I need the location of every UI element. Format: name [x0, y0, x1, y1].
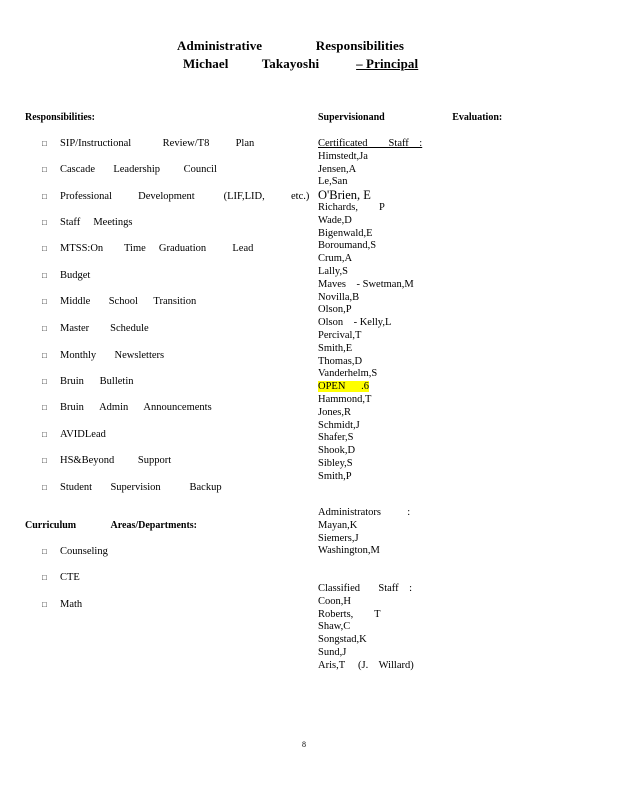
list-item: □ MTSS:On Time Graduation Lead	[42, 243, 254, 254]
bullet-icon: □	[42, 218, 47, 227]
list-item: □ CTE	[42, 572, 80, 583]
list-item: □ Bruin Bulletin	[42, 376, 134, 387]
list-item: Shook,D	[318, 445, 356, 457]
classified-staff-heading: Classified Staff :	[318, 583, 413, 594]
bullet-icon: □	[42, 139, 47, 148]
list-item: Le,San	[318, 176, 348, 188]
list-item: Percival,T	[318, 329, 362, 341]
bullet-icon: □	[42, 430, 47, 439]
list-item: Schmidt,J	[318, 419, 360, 431]
list-item: Roberts, T	[318, 608, 381, 620]
list-item: □ HS&Beyond Support	[42, 455, 172, 466]
list-item: Thomas,D	[318, 355, 363, 367]
list-item: Smith,P	[318, 470, 352, 482]
bullet-icon: □	[42, 297, 47, 306]
list-item: Maves - Swetman,M	[318, 278, 414, 290]
list-item: □ Math	[42, 599, 83, 610]
list-item: Songstad,K	[318, 634, 367, 646]
bullet-icon: □	[42, 573, 47, 582]
list-item: Coon,H	[318, 595, 351, 607]
principal-name: Michael Takayoshi	[183, 56, 357, 71]
list-item: □ AVIDLead	[42, 429, 106, 440]
list-item: □ Counseling	[42, 546, 108, 557]
list-item: Shafer,S	[318, 432, 354, 444]
bullet-icon: □	[42, 377, 47, 386]
bullet-icon: □	[42, 324, 47, 333]
bullet-icon: □	[42, 165, 47, 174]
bullet-icon: □	[42, 244, 47, 253]
bullet-icon: □	[42, 192, 47, 201]
bullet-icon: □	[42, 351, 47, 360]
bullet-icon: □	[42, 271, 47, 280]
supervision-heading: Supervisionand Evaluation:	[318, 112, 503, 123]
list-item: Sibley,S	[318, 457, 353, 469]
principal-role: – Principal	[356, 56, 419, 71]
list-item: Novilla,B	[318, 291, 360, 303]
list-item: □ Professional Development (LIF,LID, etc.)	[42, 191, 310, 202]
list-item: Wade,D	[318, 214, 352, 226]
list-item: □ Student Supervision Backup	[42, 482, 222, 493]
administrators-heading: Administrators :	[318, 507, 411, 518]
bullet-icon: □	[42, 483, 47, 492]
bullet-icon: □	[42, 547, 47, 556]
list-item: Crum,A	[318, 253, 353, 265]
list-item: □ Middle School Transition	[42, 296, 197, 307]
certificated-staff-heading: Certificated Staff :	[318, 138, 423, 149]
list-item: Lally,S	[318, 265, 348, 277]
list-item: □ Budget	[42, 270, 91, 281]
document-subtitle	[183, 56, 418, 72]
bullet-icon: □	[42, 600, 47, 609]
page-number: 8	[302, 740, 306, 749]
classified-staff-list	[318, 583, 414, 673]
list-item: Aris,T (J. Willard)	[318, 659, 414, 671]
list-item: Olson,P	[318, 304, 352, 316]
administrators-list	[318, 507, 410, 558]
list-item: Jones,R	[318, 406, 351, 418]
certificated-staff-list	[318, 138, 422, 484]
bullet-icon: □	[42, 456, 47, 465]
list-item: Boroumand,S	[318, 240, 377, 252]
list-item: Richards, P	[318, 201, 385, 213]
document-title: Administrative Responsibilities	[177, 38, 405, 53]
list-item: □ Bruin Admin Announcements	[42, 402, 212, 413]
list-item-open-position	[318, 381, 422, 394]
list-item: Sund,J	[318, 646, 347, 658]
list-item: □ SIP/Instructional Review/T8 Plan	[42, 138, 255, 149]
list-item: Vanderhelm,S	[318, 368, 378, 380]
list-item: □ Monthly Newsletters	[42, 350, 165, 361]
list-item: O'Brien, E	[318, 188, 371, 203]
list-item: Shaw,C	[318, 621, 351, 633]
list-item: Washington,M	[318, 545, 380, 557]
curriculum-heading: Curriculum Areas/Departments:	[25, 520, 198, 531]
list-item: Bigenwald,E	[318, 227, 373, 239]
list-item: Olson - Kelly,L	[318, 317, 392, 329]
list-item: Jensen,A	[318, 163, 357, 175]
list-item: □ Cascade Leadership Council	[42, 164, 217, 175]
list-item: Himstedt,Ja	[318, 150, 368, 162]
bullet-icon: □	[42, 403, 47, 412]
list-item: Smith,E	[318, 342, 353, 354]
responsibilities-heading: Responsibilities:	[25, 112, 96, 123]
open-position-highlight: OPEN .6	[318, 381, 370, 393]
list-item: Mayan,K	[318, 519, 358, 531]
list-item: Siemers,J	[318, 532, 359, 544]
list-item: □ Staff Meetings	[42, 217, 133, 228]
list-item: □ Master Schedule	[42, 323, 149, 334]
list-item: Hammond,T	[318, 393, 372, 405]
